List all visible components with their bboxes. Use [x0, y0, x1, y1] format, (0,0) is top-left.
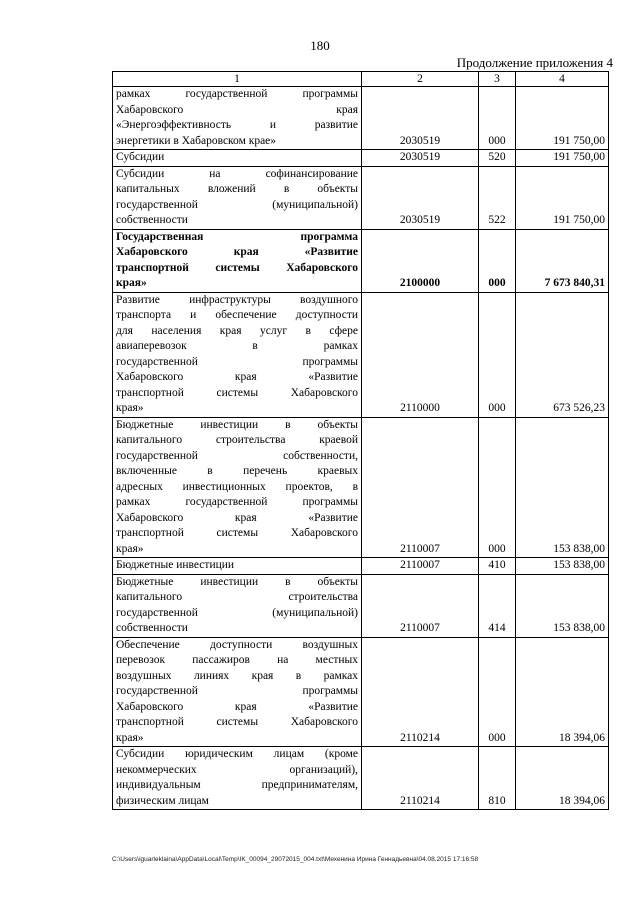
row-name-line: капитального строительства [116, 591, 358, 603]
row-name-cell [113, 150, 362, 167]
row-code-cell: 2110214 [362, 747, 479, 810]
row-code-cell: 2030519 [362, 87, 479, 150]
row-name-line: собственности [116, 214, 188, 226]
row-code-cell: 2110007 [362, 558, 479, 575]
row-name-line: государственной (муниципальной) [116, 606, 358, 619]
row-type-cell: 000 [479, 292, 516, 417]
table-row [113, 166, 609, 229]
row-sum-cell: 18 394,06 [516, 637, 609, 747]
row-name-line: транспорта и обеспечение доступности [116, 309, 358, 321]
row-name-line: Бюджетные инвестиции в объекты [116, 575, 358, 588]
row-name-line: собственности [116, 622, 188, 634]
row-sum-cell: 153 838,00 [516, 574, 609, 637]
row-name-line: Хабаровского края «Развитие [116, 511, 358, 524]
table-row [113, 229, 609, 292]
row-name-cell [113, 87, 362, 150]
row-sum-cell: 7 673 840,31 [516, 229, 609, 292]
row-name-cell [113, 574, 362, 637]
row-name-cell [113, 747, 362, 810]
row-name-line: Бюджетные инвестиции в объекты [116, 418, 358, 431]
row-code-cell: 2030519 [362, 150, 479, 167]
row-code-cell: 2110214 [362, 637, 479, 747]
row-name-line: государственной собственности, [116, 449, 358, 462]
row-name-line: для населения края услуг в сфере [116, 324, 358, 337]
row-sum-cell: 191 750,00 [516, 166, 609, 229]
row-name-cell [113, 229, 362, 292]
row-code-cell: 2030519 [362, 166, 479, 229]
row-name-cell [113, 292, 362, 417]
row-type-cell: 520 [479, 150, 516, 167]
row-name-line: государственной программы [116, 355, 358, 368]
row-name-cell [113, 558, 362, 575]
row-code-cell: 2110000 [362, 292, 479, 417]
row-name-line: транспортной системы Хабаровского [116, 716, 358, 728]
row-sum-cell: 153 838,00 [516, 417, 609, 558]
row-name-line: индивидуальным предпринимателям, [116, 779, 358, 791]
row-sum-cell: 153 838,00 [516, 558, 609, 575]
row-name-line: рамках государственной программы [116, 496, 358, 508]
row-name-line: края» [116, 402, 144, 414]
row-name-line: рамках государственной программы [116, 88, 358, 100]
row-name-line: Субсидии юридическим лицам (кроме [116, 748, 358, 760]
row-name-line: Бюджетные инвестиции [116, 559, 235, 571]
row-name-line: края» [116, 277, 147, 289]
table-row [113, 292, 609, 417]
row-name-line: Субсидии [116, 151, 165, 163]
row-name-line: энергетики в Хабаровском крае» [116, 134, 277, 147]
row-type-cell: 000 [479, 87, 516, 150]
row-name-line: адресных инвестиционных проектов, в [116, 480, 358, 493]
row-name-cell [113, 637, 362, 747]
row-name-line: Обеспечение доступности воздушных [116, 638, 358, 651]
page-number: 180 [310, 38, 330, 53]
row-type-cell: 000 [479, 229, 516, 292]
row-code-cell: 2110007 [362, 574, 479, 637]
budget-table [112, 71, 609, 810]
row-sum-cell: 191 750,00 [516, 87, 609, 150]
row-name-line: некоммерческих организаций), [116, 763, 358, 776]
row-code-cell: 2110007 [362, 417, 479, 558]
table-row [113, 637, 609, 747]
row-name-line: включенные в перечень краевых [116, 465, 358, 477]
row-name-line: государственной (муниципальной) [116, 198, 358, 211]
header-col-4: 4 [516, 72, 609, 87]
row-name-line: перевозок пассажиров на местных [116, 654, 358, 666]
row-name-line: Субсидии на софинансирование [116, 167, 358, 180]
continuation-note: Продолжение приложения 4 [456, 55, 613, 70]
row-name-line: физическим лицам [116, 794, 209, 807]
row-name-line: Хабаровского края «Развитие [116, 700, 358, 713]
table-row [113, 417, 609, 558]
row-type-cell: 000 [479, 637, 516, 747]
row-type-cell: 414 [479, 574, 516, 637]
row-type-cell: 000 [479, 417, 516, 558]
row-name-line: воздушных линиях края в рамках [116, 669, 358, 682]
row-name-line: государственной программы [116, 685, 358, 697]
header-col-3: 3 [479, 72, 516, 87]
row-sum-cell: 18 394,06 [516, 747, 609, 810]
row-name-cell [113, 166, 362, 229]
file-path-footer: C:\Users\iguarleklaina\AppData\Local\Temp\IK_00094_29072015_004.txt\Мехенина Ирина Геннадьевна\04.08.2015 17:16:58 [112, 856, 479, 863]
row-name-line: капитальных вложений в объекты [116, 183, 358, 195]
row-name-cell [113, 417, 362, 558]
row-name-line: края» [116, 542, 144, 555]
row-type-cell: 522 [479, 166, 516, 229]
row-sum-cell: 191 750,00 [516, 150, 609, 167]
row-name-line: края» [116, 731, 144, 744]
row-sum-cell: 673 526,23 [516, 292, 609, 417]
table-row [113, 574, 609, 637]
row-type-cell: 810 [479, 747, 516, 810]
table-row [113, 558, 609, 575]
table-header-row [113, 72, 609, 87]
row-name-line: Хабаровского края «Развитие [116, 246, 358, 258]
row-type-cell: 410 [479, 558, 516, 575]
table-row [113, 747, 609, 810]
row-name-line: капитального строительства краевой [116, 434, 358, 446]
row-name-line: транспортной системы Хабаровского [116, 386, 358, 399]
row-name-line: транспортной системы Хабаровского [116, 527, 358, 539]
row-name-line: Государственная программа [116, 230, 358, 243]
row-name-line: транспортной системы Хабаровского [116, 261, 358, 274]
table-row [113, 150, 609, 167]
row-name-line: Развитие инфраструктуры воздушного [116, 293, 358, 306]
row-name-line: Хабаровского края [116, 103, 358, 116]
table-row [113, 87, 609, 150]
header-col-2: 2 [362, 72, 479, 87]
row-name-line: авиаперевозок в рамках [116, 340, 358, 352]
row-code-cell: 2100000 [362, 229, 479, 292]
row-name-line: «Энергоэффективность и развитие [116, 119, 358, 131]
header-col-1: 1 [113, 72, 362, 87]
row-name-line: Хабаровского края «Развитие [116, 371, 358, 383]
